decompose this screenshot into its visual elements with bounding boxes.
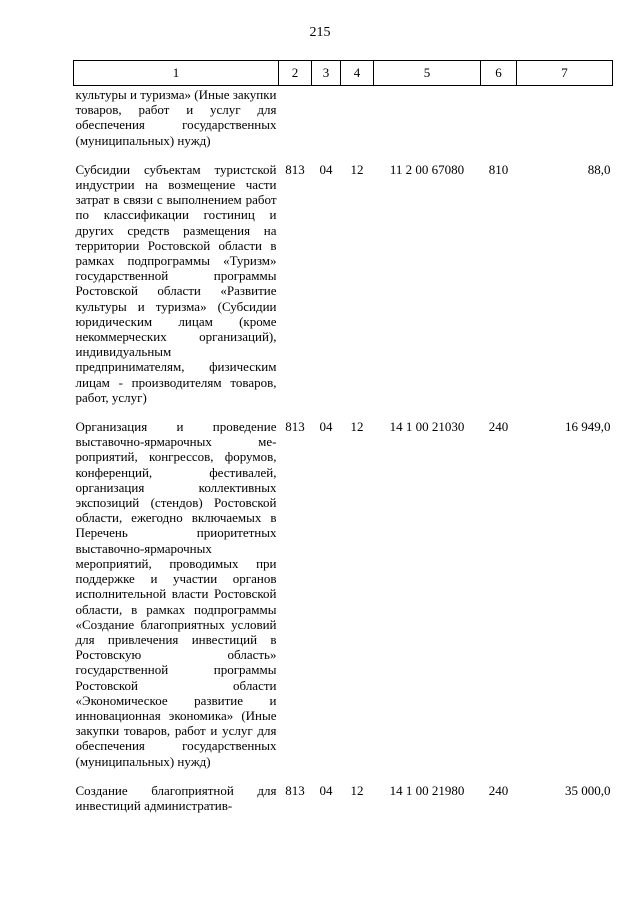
row-amount (517, 86, 613, 148)
row-description: Организация и проведение выставочно-ярмарочных мероприятий, конгрессов, форумов, конференций, фестивалей, организация коллективных экспозиций (стендов) Ростовской области, ежегодно включаемых в Перечень приоритетных выставочно-ярмарочных мероприятий, проводимых при поддержке и участии органов исполнительной власти Ростовской области, в рамках подпрограммы «Создание благоприятных условий для привлечения инвестиций в Ростовскую область» государственной программы Ростовской области «Экономическое развитие и инновационная экономика» (Иные закупки товаров, работ и услуг для обеспечения государственных (муниципальных) нужд) (75, 419, 277, 769)
row-amount: 35 000,0 (565, 782, 611, 798)
header-col-2: 2 (279, 61, 312, 86)
row-section: 04 (319, 419, 333, 435)
row-ministry (279, 86, 312, 148)
row-amount: 88,0 (587, 161, 611, 177)
row-section: 04 (319, 161, 333, 177)
row-description: Субсидии субъектам туристской индустрии на возмещение части затрат в связи с выполнением работ по классификации гостиниц и других средств размещения на территории Ростовской области в рамках подпрограммы «Туризм» государственной программы Ростовской области «Развитие культуры и туризма» (Субсидии юридическим лицам (кроме некоммерческих организаций), индивидуальным предпринимателям, физическим лицам - производителям товаров, работ, услуг) (75, 161, 277, 405)
row-subsection (341, 86, 374, 148)
row-subsection: 12 (350, 161, 364, 177)
budget-table (73, 60, 613, 813)
row-target (374, 86, 481, 148)
page-number: 215 (309, 25, 331, 40)
row-section (312, 86, 341, 148)
header-col-4: 4 (341, 61, 374, 86)
header-col-3: 3 (312, 61, 341, 86)
header-col-5: 5 (374, 61, 481, 86)
table-row (74, 769, 613, 813)
header-col-7: 7 (517, 61, 613, 86)
row-ministry: 813 (285, 161, 305, 177)
table-row (74, 405, 613, 769)
row-description: культуры и туризма» (Иные закупки товаров, работ и услуг для обеспечения государственных (муниципальных) нужд) (75, 87, 277, 148)
row-type: 240 (488, 782, 509, 798)
row-target: 14 1 00 21980 (389, 782, 465, 798)
row-subsection: 12 (350, 782, 364, 798)
row-type: 240 (488, 419, 509, 435)
row-description: Создание благоприятной для инвестиций административ- (75, 782, 277, 813)
header-col-1: 1 (74, 61, 279, 86)
row-ministry: 813 (285, 782, 305, 798)
header-row (74, 61, 613, 86)
row-ministry: 813 (285, 419, 305, 435)
row-subsection: 12 (350, 419, 364, 435)
row-type (481, 86, 517, 148)
table-row (74, 148, 613, 405)
header-col-6: 6 (481, 61, 517, 86)
row-section: 04 (319, 782, 333, 798)
row-amount: 16 949,0 (565, 419, 611, 435)
table-row (74, 86, 613, 148)
row-target: 11 2 00 67080 (389, 161, 465, 177)
row-target: 14 1 00 21030 (389, 419, 465, 435)
row-type: 810 (488, 161, 509, 177)
